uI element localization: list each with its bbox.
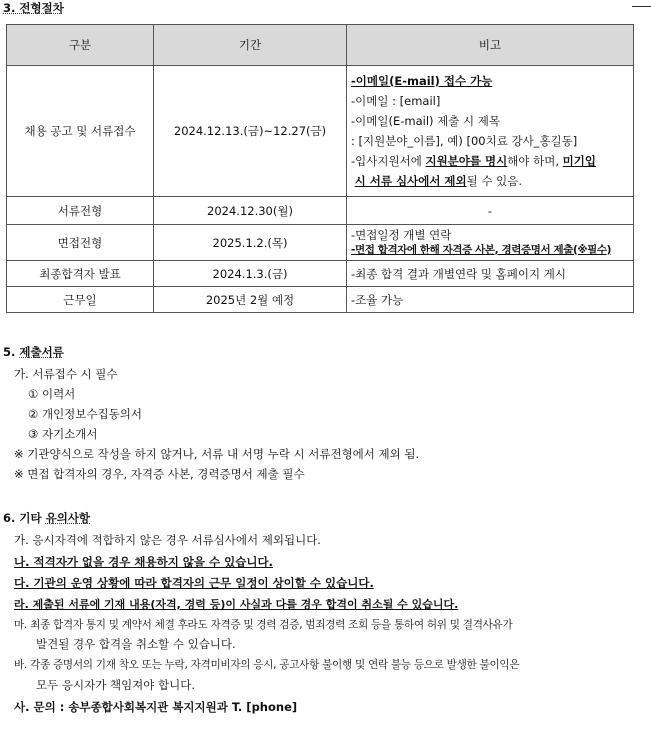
row-category: 최종합격자 발표 xyxy=(7,261,154,287)
header-category: 구분 xyxy=(7,25,154,66)
table-row xyxy=(7,66,634,197)
list-item: 마. 최종 합격자 통지 및 계약서 체결 후라도 자격증 및 경력 검증, 범죄경력 조회 등을 통하여 허위 및 결격사유가 xyxy=(14,619,513,631)
note-line: -면접일정 개별 연락 xyxy=(351,227,452,242)
section-6-title: 6. 기타 유의사항 xyxy=(3,511,91,525)
table-row xyxy=(7,197,634,225)
row-category: 서류전형 xyxy=(7,197,154,225)
contact-line: 사. 문의 : 송부종합사회복지관 복지지원과 T. [phone] xyxy=(14,700,298,714)
row-category: 근무일 xyxy=(7,287,154,313)
top-right-rule xyxy=(632,6,651,7)
list-item: ※ 면접 합격자의 경우, 자격증 사본, 경력증명서 제출 필수 xyxy=(14,467,305,481)
header-period: 기간 xyxy=(154,25,347,66)
note-line: -이메일(E-mail) 제출 시 제목 xyxy=(351,114,501,128)
table-header-row xyxy=(7,25,634,66)
procedure-table xyxy=(6,24,634,313)
row-period: 2024.12.30(월) xyxy=(154,197,347,225)
row-notes: -최종 합격 결과 개별연락 및 홈페이지 게시 xyxy=(347,261,634,287)
row-notes: -조율 가능 xyxy=(347,287,634,313)
row-period: 2025.1.2.(목) xyxy=(154,225,347,261)
header-notes: 비고 xyxy=(347,25,634,66)
note-line: -면접 합격자에 한해 자격증 사본, 경력증명서 제출(※필수) xyxy=(351,243,612,256)
row-notes xyxy=(347,225,634,261)
list-item: 가. 응시자격에 적합하지 않은 경우 서류심사에서 제외됩니다. xyxy=(14,533,321,547)
note-line: 시 서류 심사에서 제외될 수 있음. xyxy=(354,174,523,188)
list-item: ③ 자기소개서 xyxy=(28,427,98,441)
list-item: 바. 각종 증명서의 기재 착오 또는 누락, 자격미비자의 응시, 공고사항 불이행 및 연락 불능 등으로 발생한 불이익은 xyxy=(14,659,520,671)
list-item: 다. 기관의 운영 상황에 따라 합격자의 근무 일정이 상이할 수 있습니다. xyxy=(14,576,374,590)
list-item: 발견될 경우 합격을 취소할 수 있습니다. xyxy=(36,637,236,651)
note-line: -이메일 : [email] xyxy=(351,94,441,108)
list-item: ※ 기관양식으로 작성을 하지 않거나, 서류 내 서명 누락 시 서류전형에서 제외 됨. xyxy=(14,447,420,461)
table-row xyxy=(7,225,634,261)
row-period: 2024.12.13.(금)~12.27(금) xyxy=(154,66,347,197)
list-item: ① 이력서 xyxy=(28,387,76,401)
row-notes xyxy=(347,66,634,197)
note-line: : [지원분야_이름], 예) [00치료 강사_홍길동] xyxy=(351,134,578,148)
section-3-title: 3. 전형절차 xyxy=(3,1,64,15)
list-item: 나. 적격자가 없을 경우 채용하지 않을 수 있습니다. xyxy=(14,555,273,569)
row-period: 2024.1.3.(금) xyxy=(154,261,347,287)
row-period: 2025년 2월 예정 xyxy=(154,287,347,313)
row-category: 면접전형 xyxy=(7,225,154,261)
note-line: -이메일(E-mail) 접수 가능 xyxy=(351,74,493,88)
list-item: 모두 응시자가 책임져야 합니다. xyxy=(36,678,196,692)
section-5-title: 5. 제출서류 xyxy=(3,345,64,359)
table-row xyxy=(7,261,634,287)
row-notes: - xyxy=(347,197,634,225)
list-item: ② 개인정보수집동의서 xyxy=(28,407,142,421)
note-line: -입사지원서에 지원분야를 명시해야 하며, 미기입 xyxy=(351,154,596,168)
row-category: 채용 공고 및 서류접수 xyxy=(7,66,154,197)
list-item: 가. 서류접수 시 필수 xyxy=(14,367,118,381)
table-row xyxy=(7,287,634,313)
list-item: 라. 제출된 서류에 기재 내용(자격, 경력 등)이 사실과 다를 경우 합격이 취소될 수 있습니다. xyxy=(14,598,459,611)
